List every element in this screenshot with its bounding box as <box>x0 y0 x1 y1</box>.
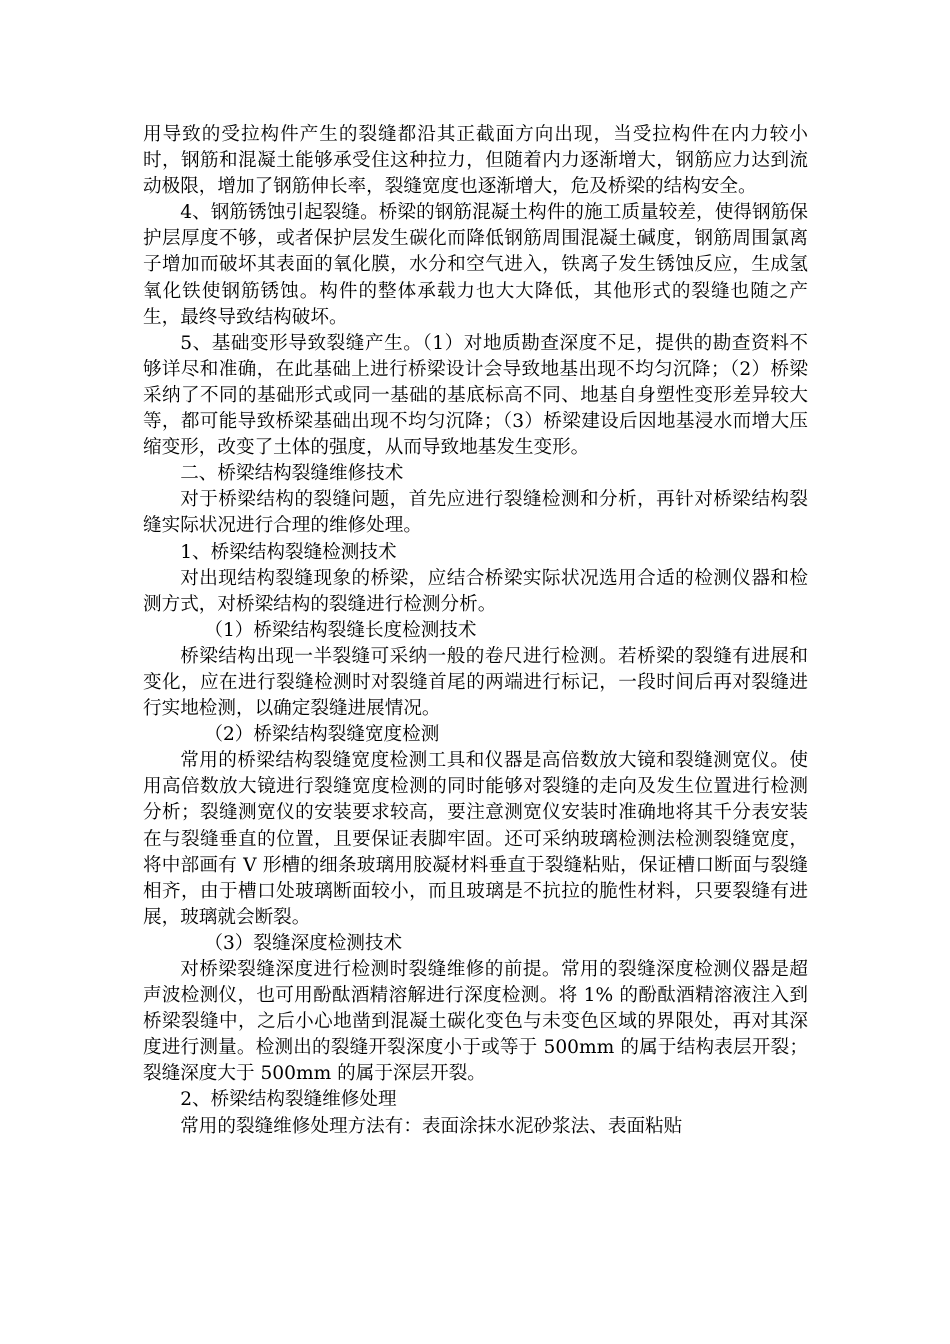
paragraph-detection-intro: 对出现结构裂缝现象的桥梁，应结合桥梁实际状况选用合适的检测仪器和检测方式，对桥梁结构的裂缝进行检测分析。 <box>143 567 808 615</box>
paragraph-width-detection: 常用的桥梁结构裂缝宽度检测工具和仪器是高倍数放大镜和裂缝测宽仪。使用高倍数放大镜进行裂缝宽度检测的同时能够对裂缝的走向及发生位置进行检测分析；裂缝测宽仪的安装要求较高，要注意测宽仪安装时准确地将其千分表安装在与裂缝垂直的位置，且要保证表脚牢固。还可采纳玻璃检测法检测裂缝宽度，将中部画有 V 形槽的细条玻璃用胶凝材料垂直于裂缝粘贴，保证槽口断面与裂缝相齐，由于槽口处玻璃断面较小，而且玻璃是不抗拉的脆性材料，只要裂缝有进展，玻璃就会断裂。 <box>143 750 808 928</box>
section-heading-repair-techniques: 二、桥梁结构裂缝维修技术 <box>180 463 404 485</box>
document-page <box>143 122 808 1140</box>
item-heading-width-detection: （2）桥梁结构裂缝宽度检测 <box>204 724 440 746</box>
paragraph-tension-cracks: 用导致的受拉构件产生的裂缝都沿其正截面方向出现，当受拉构件在内力较小时，钢筋和混凝土能够承受住这种拉力，但随着内力逐渐增大，钢筋应力达到流动极限，增加了钢筋伸长率，裂缝宽度也逐渐增大，危及桥梁的结构安全。 <box>143 124 808 198</box>
subsection-heading-repair: 2、桥梁结构裂缝维修处理 <box>180 1089 397 1111</box>
paragraph-repair-intro: 对于桥梁结构的裂缝问题，首先应进行裂缝检测和分析，再针对桥梁结构裂缝实际状况进行合理的维修处理。 <box>143 489 808 537</box>
item-heading-length-detection: （1）桥梁结构裂缝长度检测技术 <box>204 619 477 641</box>
paragraph-rebar-corrosion: 4、钢筋锈蚀引起裂缝。桥梁的钢筋混凝土构件的施工质量较差，使得钢筋保护层厚度不够，或者保护层发生碳化而降低钢筋周围混凝土碱度，钢筋周围氯离子增加而破坏其表面的氧化膜，水分和空气进入，铁离子发生锈蚀反应，生成氢氧化铁使钢筋锈蚀。构件的整体承载力也大大降低，其他形式的裂缝也随之产生，最终导致结构破坏。 <box>143 202 808 328</box>
paragraph-foundation-deformation: 5、基础变形导致裂缝产生。（1）对地质勘查深度不足，提供的勘查资料不够详尽和准确，在此基础上进行桥梁设计会导致地基出现不均匀沉降；（2）桥梁采纳了不同的基础形式或同一基础的基底标高不同、地基自身塑性变形差异较大等，都可能导致桥梁基础出现不均匀沉降；（3）桥梁建设后因地基浸水而增大压缩变形，改变了土体的强度，从而导致地基发生变形。 <box>143 332 808 459</box>
subsection-heading-detection: 1、桥梁结构裂缝检测技术 <box>180 541 397 563</box>
paragraph-depth-detection: 对桥梁裂缝深度进行检测时裂缝维修的前提。常用的裂缝深度检测仪器是超声波检测仪，也可用酚酞酒精溶解进行深度检测。将 1% 的酚酞酒精溶液注入到桥梁裂缝中，之后小心地凿到混凝土碳化变色与未变色区域的界限处，再对其深度进行测量。检测出的裂缝开裂深度小于或等于 500mm 的属于结构表层开裂；裂缝深度大于 500mm 的属于深层开裂。 <box>143 959 808 1085</box>
paragraph-repair-methods: 常用的裂缝维修处理方法有：表面涂抹水泥砂浆法、表面粘贴 <box>180 1115 683 1137</box>
paragraph-length-detection: 桥梁结构出现一半裂缝可采纳一般的卷尺进行检测。若桥梁的裂缝有进展和变化，应在进行裂缝检测时对裂缝首尾的两端进行标记，一段时间后再对裂缝进行实地检测，以确定裂缝进展情况。 <box>143 645 808 720</box>
item-heading-depth-detection: （3）裂缝深度检测技术 <box>204 932 403 954</box>
